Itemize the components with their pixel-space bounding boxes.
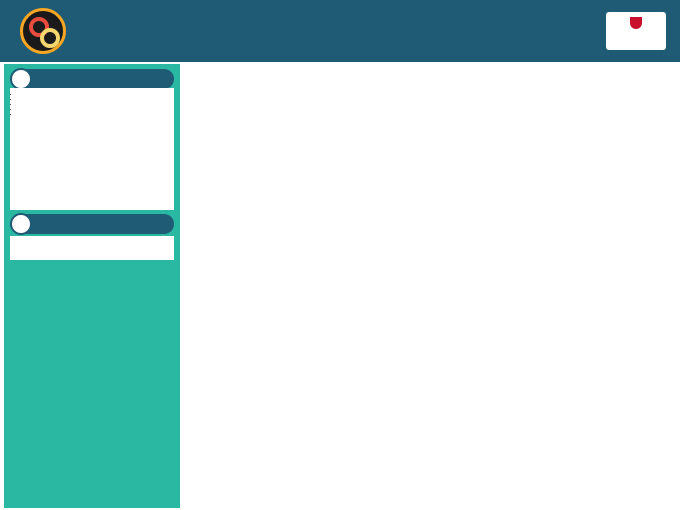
poster-header [0, 0, 680, 62]
university-of-guelph-logo [606, 12, 666, 50]
aim-heading-bar [10, 214, 174, 234]
igem-guelph-logo [20, 8, 66, 54]
aim-text-box [10, 236, 174, 260]
problem-bullet [19, 111, 171, 116]
crest-icon [630, 17, 642, 29]
left-column [4, 64, 180, 508]
problem-bullets [13, 91, 171, 116]
problem-text-box [10, 88, 174, 210]
logo-ring-yellow [40, 28, 60, 48]
heading-bubble-icon [10, 213, 32, 235]
problem-heading-bar [10, 69, 174, 89]
heading-bubble-icon [10, 68, 32, 90]
